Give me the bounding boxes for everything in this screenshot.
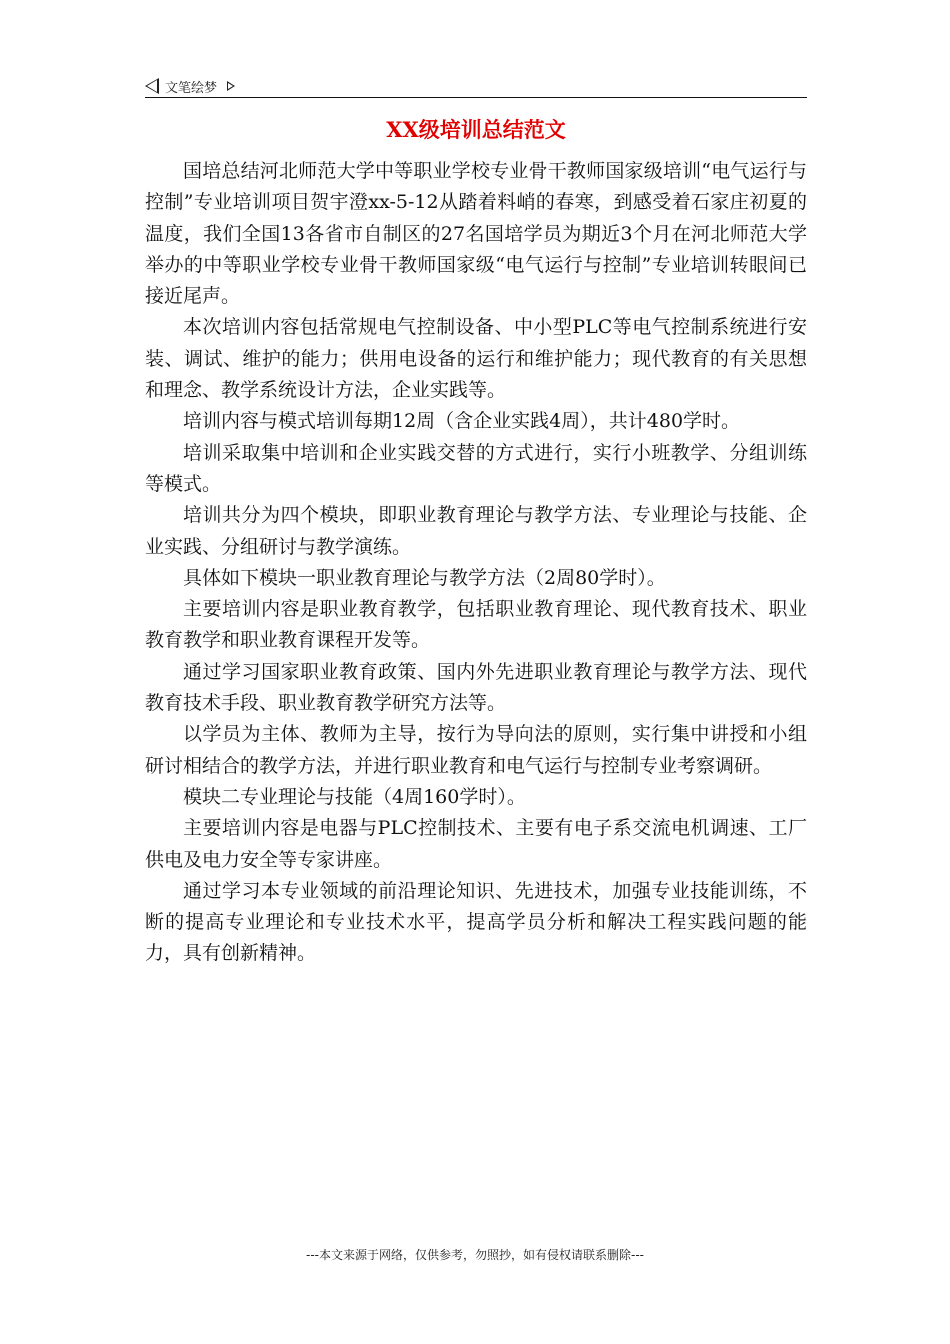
paragraph: 主要培训内容是电器与PLC控制技术、主要有电子系交流电机调速、工厂供电及电力安全等专家讲座。	[145, 817, 807, 871]
header-brand: 文笔绘梦	[165, 80, 218, 96]
paragraph: 具体如下模块一职业教育理论与教学方法（2周80学时）。	[183, 566, 666, 589]
paragraph: 培训内容与模式培训每期12周（含企业实践4周），共计480学时。	[183, 410, 741, 433]
paragraph: 以学员为主体、教师为主导，按行为导向法的原则，实行集中讲授和小组研讨相结合的教学方法，并进行职业教育和电气运行与控制专业考察调研。	[145, 723, 807, 777]
triangle-left-icon	[145, 78, 159, 94]
page-header	[145, 76, 807, 96]
paragraph: 培训采取集中培训和企业实践交替的方式进行，实行小班教学、分组训练等模式。	[145, 441, 807, 495]
header-divider	[145, 97, 807, 98]
document-title: XX级培训总结范文	[386, 117, 566, 142]
paragraph: 模块二专业理论与技能（4周160学时）。	[183, 785, 526, 808]
paragraph: 培训共分为四个模块，即职业教育理论与教学方法、专业理论与技能、企业实践、分组研讨与教学演练。	[145, 504, 807, 558]
paragraph: 主要培训内容是职业教育教学，包括职业教育理论、现代教育技术、职业教育教学和职业教育课程开发等。	[145, 598, 807, 652]
document-body	[145, 156, 807, 970]
paragraph: 本次培训内容包括常规电气控制设备、中小型PLC等电气控制系统进行安装、调试、维护的能力；供用电设备的运行和维护能力；现代教育的有关思想和理念、教学系统设计方法，企业实践等。	[145, 316, 807, 402]
triangle-right-icon	[227, 81, 235, 91]
paragraph: 国培总结河北师范大学中等职业学校专业骨干教师国家级培训“电气运行与控制”专业培训项目贺宇澄xx-5-12从踏着料峭的春寒，到感受着石家庄初夏的温度，我们全国13各省市自制区的27名国培学员为期近3个月在河北师范大学举办的中等职业学校专业骨干教师国家级“电气运行与控制”专业培训转眼间已接近尾声。	[145, 160, 807, 308]
paragraph: 通过学习本专业领域的前沿理论知识、先进技术，加强专业技能训练，不断的提高专业理论和专业技术水平，提高学员分析和解决工程实践问题的能力，具有创新精神。	[145, 879, 807, 965]
footer-notice: ---本文来源于网络，仅供参考，勿照抄，如有侵权请联系删除---	[306, 1248, 644, 1262]
paragraph: 通过学习国家职业教育政策、国内外先进职业教育理论与教学方法、现代教育技术手段、职业教育教学研究方法等。	[145, 660, 807, 715]
